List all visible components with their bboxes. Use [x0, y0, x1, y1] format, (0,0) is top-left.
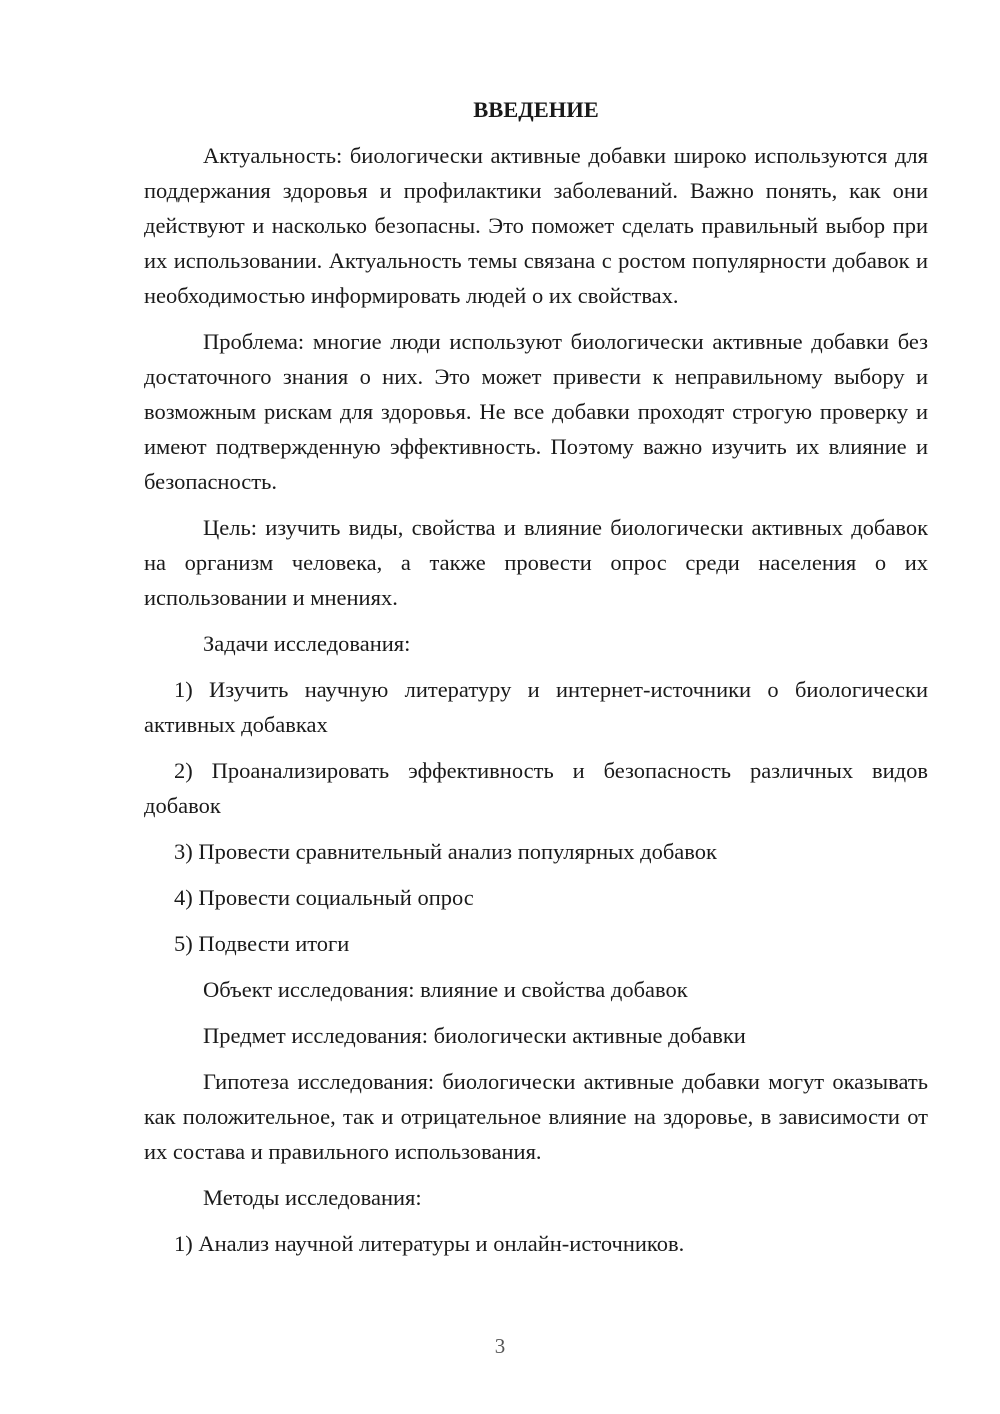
- list-item: 3) Провести сравнительный анализ популярных добавок: [174, 839, 717, 864]
- list-item: 1) Анализ научной литературы и онлайн-источников.: [174, 1231, 685, 1256]
- subject-line: Предмет исследования: биологически активные добавки: [203, 1023, 746, 1048]
- list-item: 2) Проанализировать эффективность и безопасность различных видов добавок: [144, 758, 928, 818]
- tasks-list: [144, 672, 928, 961]
- goal-paragraph: Цель: изучить виды, свойства и влияние биологически активных добавок на организм человека, а также провести опрос среди населения о их использовании и мнениях.: [144, 515, 928, 610]
- list-item: 1) Изучить научную литературу и интернет-источники о биологически активных добавках: [144, 677, 928, 737]
- list-item: 5) Подвести итоги: [174, 931, 350, 956]
- methods-heading: Методы исследования:: [203, 1185, 422, 1210]
- hypothesis-paragraph: Гипотеза исследования: биологически активные добавки могут оказывать как положительное, так и отрицательное влияние на здоровье, в зависимости от их состава и правильного использования.: [144, 1069, 928, 1164]
- methods-list: [144, 1226, 928, 1261]
- relevance-paragraph: Актуальность: биологически активные добавки широко используются для поддержания здоровья и профилактики заболеваний. Важно понять, как они действуют и насколько безопасны. Это поможет сделать правильный выбор при их использовании. Актуальность темы связана с ростом популярности добавок и необходимостью информировать людей о их свойствах.: [144, 143, 928, 308]
- list-item: 4) Провести социальный опрос: [174, 885, 474, 910]
- document-page: [144, 92, 928, 1272]
- object-line: Объект исследования: влияние и свойства добавок: [203, 977, 688, 1002]
- page-title: ВВЕДЕНИЕ: [473, 97, 599, 122]
- tasks-heading: Задачи исследования:: [203, 631, 411, 656]
- problem-paragraph: Проблема: многие люди используют биологически активные добавки без достаточного знания о них. Это может привести к неправильному выбору и возможным рискам для здоровья. Не все добавки проходят строгую проверку и имеют подтвержденную эффективность. Поэтому важно изучить их влияние и безопасность.: [144, 329, 928, 494]
- page-number: 3: [494, 1334, 506, 1358]
